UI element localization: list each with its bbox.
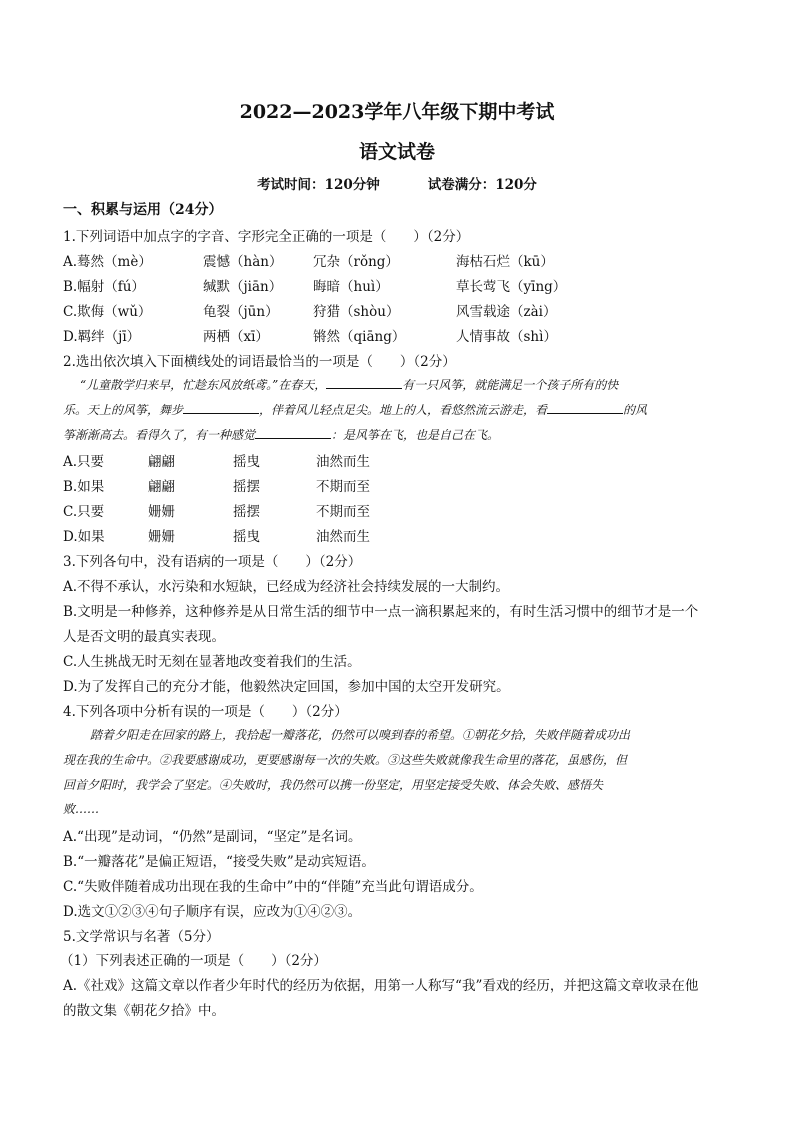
passage-text: “儿童散学归来早，忙趁东风放纸鸢。”在春天， (80, 378, 327, 392)
option-cell: B.幅射（fú） (63, 279, 145, 295)
option-cell: B.如果 (63, 479, 105, 495)
option-c: C.“失败伴随着成功出现在我的生命中”中的“伴随”充当此句谓语成分。 (63, 879, 483, 895)
exam-title: 2022—2023学年八年级下期中考试 (239, 101, 555, 123)
option-cell: 翩翩 (148, 454, 175, 470)
option-cell: 翩翩 (148, 479, 175, 495)
passage-text: 有一只风筝，就能满足一个孩子所有的快 (402, 378, 619, 392)
exam-score: 试卷满分：120分 (427, 177, 537, 193)
fill-blank (326, 376, 402, 389)
fill-blank (183, 401, 259, 414)
fill-blank (255, 426, 331, 439)
passage-text: ，伴着风儿轻点足尖。地上的人，看悠然流云游走，看 (259, 403, 548, 417)
option-cell: 两栖（xī） (203, 329, 269, 345)
passage-line (63, 426, 723, 443)
option-cell: C.只要 (63, 504, 105, 520)
passage-text: ：是风筝在飞，也是自己在飞。 (331, 428, 500, 442)
exam-time: 考试时间：120分钟 (257, 177, 380, 193)
question-stem: 3.下列各句中，没有语病的一项是（ ）（2分） (63, 554, 362, 570)
option-b: B.文明是一种修养，这种修养是从日常生活的细节中一点一滴积累起来的，有时生活习惯中的细节才是一个 (63, 604, 699, 620)
option-cell: 震憾（hàn） (203, 254, 283, 270)
passage-line: 回首夕阳时，我学会了坚定。④失败时，我仍然可以携一份坚定，用坚定接受失败、体会失败、感悟失 (63, 778, 604, 792)
option-cell: 风雪载途（zài） (456, 304, 557, 320)
option-cell: 摇摆 (233, 479, 260, 495)
option-cell: 狩猎（shòu） (313, 304, 400, 320)
fill-blank (547, 401, 623, 414)
passage-line: 踏着夕阳走在回家的路上，我拾起一瓣落花，仍然可以嗅到春的希望。①朝花夕拾，失败伴随着成功出 (90, 728, 631, 742)
option-cell: 姗姗 (148, 504, 175, 520)
option-cell: 摇曳 (233, 454, 260, 470)
question-stem: 5.文学常识与名著（5分） (63, 929, 220, 945)
sub-question: （1）下列表述正确的一项是（ ）（2分） (60, 953, 327, 969)
option-a-cont: 的散文集《朝花夕拾》中。 (63, 1003, 225, 1019)
option-cell: C.欺侮（wǔ） (63, 304, 152, 320)
passage-line: 现在我的生命中。②我要感谢成功，更要感谢每一次的失败。③这些失败就像我生命里的落花，虽感伤，但 (63, 753, 628, 767)
option-cell: 油然而生 (316, 454, 370, 470)
passage-text: 乐。天上的风筝，舞步 (63, 403, 184, 417)
option-cell: 人情事故（shì） (456, 329, 557, 345)
option-cell: 晦暗（huì） (313, 279, 389, 295)
option-cell: 不期而至 (316, 479, 370, 495)
option-cell: 不期而至 (316, 504, 370, 520)
option-a: A.不得不承认，水污染和水短缺，已经成为经济社会持续发展的一大制约。 (63, 579, 510, 595)
option-cell: 摇曳 (233, 529, 260, 545)
option-b-cont: 人是否文明的最真实表现。 (63, 629, 225, 645)
section-heading: 一、积累与运用（24分） (63, 202, 223, 218)
passage-line (80, 376, 740, 393)
passage-line: 败…… (63, 802, 100, 816)
option-cell: 锵然（qiāng） (313, 329, 406, 345)
option-cell: D.羁绊（jī） (63, 329, 141, 345)
option-a: A.“出现”是动词，“仍然”是副词，“坚定”是名词。 (63, 829, 362, 845)
passage-text: 筝渐渐高去。看得久了，有一种感觉 (63, 428, 256, 442)
question-stem: 4.下列各项中分析有误的一项是（ ）（2分） (63, 704, 348, 720)
exam-subtitle: 语文试卷 (358, 141, 435, 163)
option-cell: A.只要 (63, 454, 105, 470)
option-d: D.为了发挥自己的充分才能，他毅然决定回国，参加中国的太空开发研究。 (63, 679, 510, 695)
question-stem: 1.下列词语中加点字的字音、字形完全正确的一项是（ ）（2分） (63, 229, 470, 245)
option-cell: 缄默（jiān） (203, 279, 283, 295)
option-cell: A.蓦然（mè） (63, 254, 152, 270)
passage-line (63, 401, 723, 418)
exam-info (0, 173, 794, 193)
option-cell: 姗姗 (148, 529, 175, 545)
option-a: A.《社戏》这篇文章以作者少年时代的经历为依据，用第一人称写“我”看戏的经历，并把这篇文章收录在他 (63, 978, 699, 994)
question-stem: 2.选出依次填入下面横线处的词语最恰当的一项是（ ）（2分） (63, 354, 456, 370)
option-cell: D.如果 (63, 529, 105, 545)
option-cell: 摇摆 (233, 504, 260, 520)
option-d: D.选文①②③④句子顺序有误，应改为①④②③。 (63, 904, 362, 920)
option-cell: 冗杂（rǒng） (313, 254, 399, 270)
option-cell: 海枯石烂（kū） (456, 254, 554, 270)
option-cell: 龟裂（jūn） (203, 304, 279, 320)
passage-text: 的风 (623, 403, 648, 417)
option-c: C.人生挑战无时无刻在显著地改变着我们的生活。 (63, 654, 361, 670)
option-cell: 油然而生 (316, 529, 370, 545)
option-b: B.“一瓣落花”是偏正短语，“接受失败”是动宾短语。 (63, 854, 375, 870)
option-cell: 草长莺飞（yīng） (456, 279, 567, 295)
